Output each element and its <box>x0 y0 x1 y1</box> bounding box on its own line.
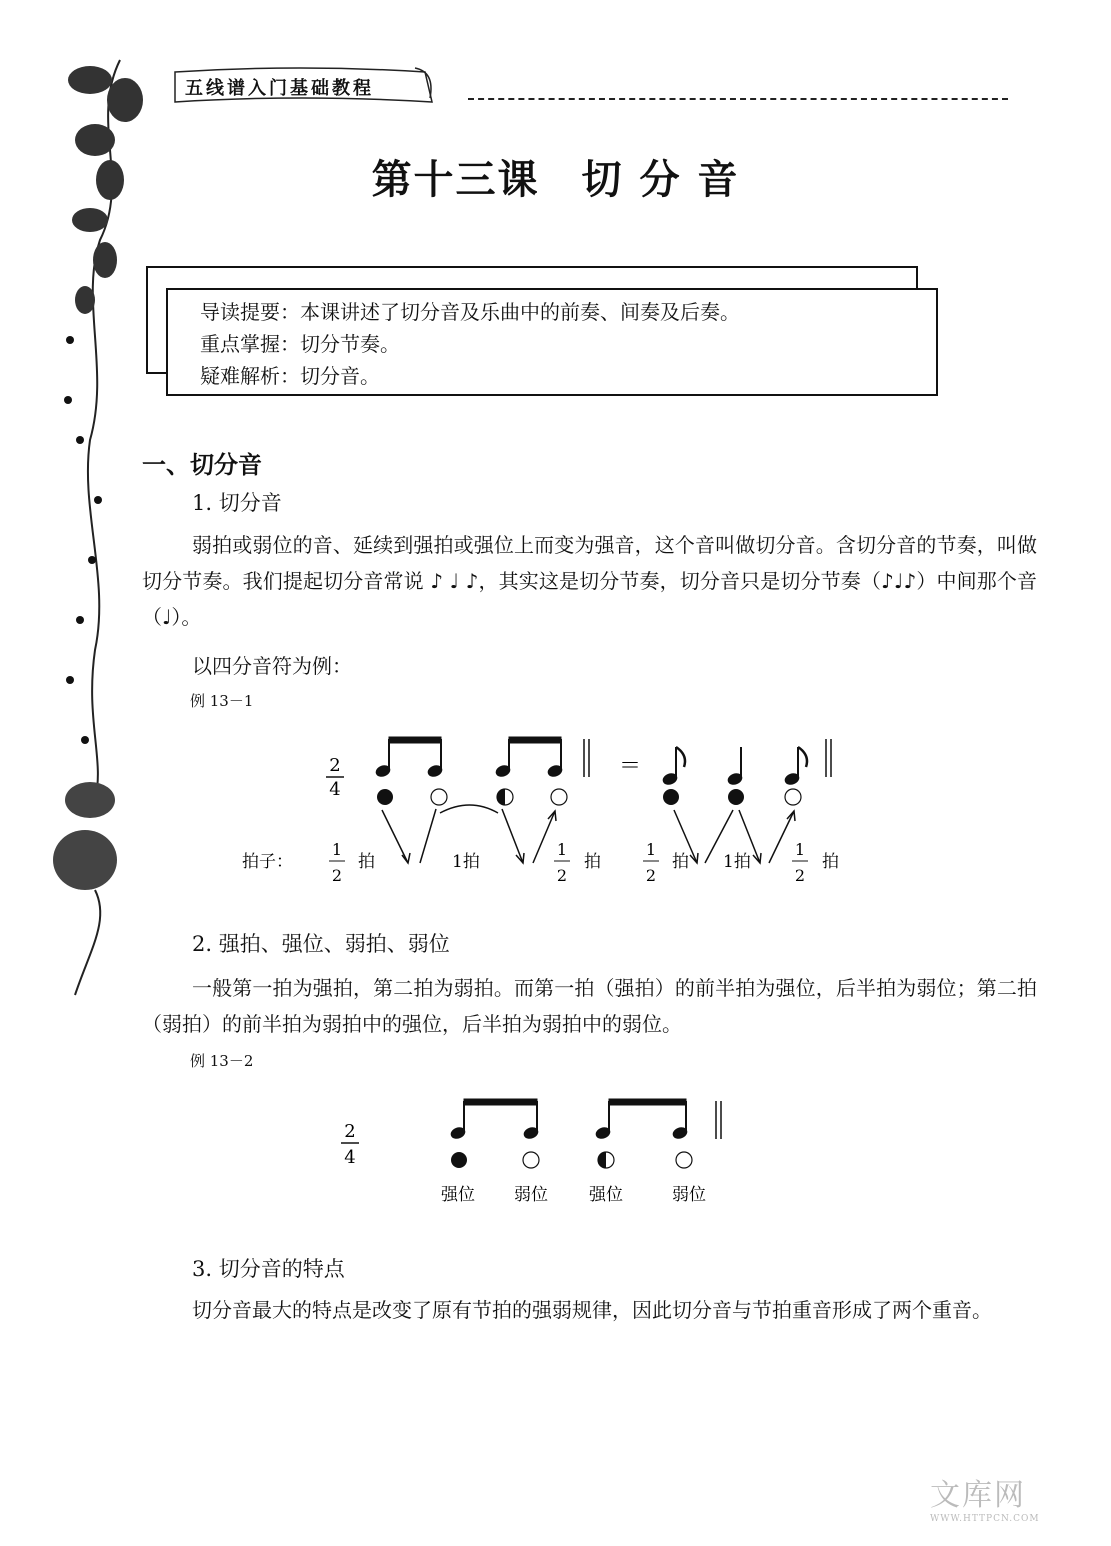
example-label: 例 13－1 <box>190 692 254 710</box>
fraction-den: 2 <box>794 866 806 885</box>
quarter-note <box>727 747 744 786</box>
half-circle <box>598 1152 614 1168</box>
beat-unit: 拍 <box>358 852 375 872</box>
strong-circle <box>663 789 679 805</box>
subsection-heading: 3. 切分音的特点 <box>192 1257 345 1281</box>
beamed-eighths <box>495 737 564 778</box>
weak-circle <box>431 789 447 805</box>
header-dashed-rule <box>468 98 1008 100</box>
one-beat-label: 1拍 <box>723 852 751 872</box>
strong-circle <box>451 1152 467 1168</box>
beat-unit: 拍 <box>672 852 689 872</box>
section-heading: 一、切分音 <box>142 450 262 479</box>
position-label: 强位 <box>589 1185 623 1205</box>
paragraph: 一般第一拍为强拍，第二拍为弱拍。而第一拍（强拍）的前半拍为强位，后半拍为弱位；第二拍（弱拍）的前半拍为弱拍中的强位，后半拍为弱拍中的弱位。 <box>142 976 1037 1036</box>
equals-sign: ＝ <box>618 754 642 779</box>
watermark-site: 文库网 <box>930 1478 1026 1513</box>
position-label: 强位 <box>441 1185 475 1205</box>
beamed-eighths <box>375 737 444 778</box>
weak-circle <box>523 1152 539 1168</box>
summary-line: 导读提要：本课讲述了切分音及乐曲中的前奏、间奏及后奏。 <box>200 300 740 324</box>
fraction-den: 2 <box>331 866 343 885</box>
eighth-note <box>662 747 685 786</box>
intro-text: 以四分音符为例： <box>192 654 352 678</box>
paragraph: 弱拍或弱位的音、延续到强拍或强位上而变为强音，这个音叫做切分音。含切分音的节奏，叫做切分节奏。我们提起切分音常说 ♪ ♩ ♪，其实这是切分节奏，切分音只是切分节奏（♪♩♪）中间那个音（♩）。 <box>142 533 1037 629</box>
lesson-title: 第十三课 切 分 音 <box>371 156 740 203</box>
beats-label: 拍子： <box>242 852 293 872</box>
fraction-num: 1 <box>645 840 657 859</box>
eighth-note <box>784 747 807 786</box>
watermark-url: WWW.HTTPCN.COM <box>930 1514 1040 1524</box>
summary-line: 重点掌握：切分节奏。 <box>200 332 400 356</box>
subsection-heading: 1. 切分音 <box>192 491 282 515</box>
half-circle <box>497 789 513 805</box>
fraction-den: 2 <box>556 866 568 885</box>
book-title: 五线谱入门基础教程 <box>185 78 374 99</box>
time-sig-bottom: 4 <box>329 779 341 800</box>
weak-circle <box>551 789 567 805</box>
weak-circle <box>676 1152 692 1168</box>
position-label: 弱位 <box>514 1185 548 1205</box>
beat-unit: 拍 <box>584 852 601 872</box>
strong-circle <box>728 789 744 805</box>
watermark <box>930 1470 1040 1524</box>
beamed-eighths <box>595 1099 689 1140</box>
beamed-eighths <box>450 1099 540 1140</box>
example-label: 例 13－2 <box>190 1052 254 1070</box>
fraction-num: 1 <box>331 840 343 859</box>
weak-circle <box>785 789 801 805</box>
fraction-den: 2 <box>645 866 657 885</box>
subsection-heading: 2. 强拍、强位、弱拍、弱位 <box>192 932 450 956</box>
fraction-num: 1 <box>794 840 806 859</box>
time-sig-top: 2 <box>344 1121 356 1142</box>
beat-unit: 拍 <box>822 852 839 872</box>
paragraph: 切分音最大的特点是改变了原有节拍的强弱规律，因此切分音与节拍重音形成了两个重音。 <box>192 1298 992 1322</box>
example-13-1-notation <box>230 735 870 895</box>
fraction-num: 1 <box>556 840 568 859</box>
summary-line: 疑难解析：切分音。 <box>200 364 380 388</box>
position-label: 弱位 <box>672 1185 706 1205</box>
strong-circle <box>377 789 393 805</box>
time-sig-bottom: 4 <box>344 1147 356 1168</box>
example-13-2-notation <box>330 1095 750 1210</box>
one-beat-label: 1拍 <box>452 852 480 872</box>
time-sig-top: 2 <box>329 755 341 776</box>
